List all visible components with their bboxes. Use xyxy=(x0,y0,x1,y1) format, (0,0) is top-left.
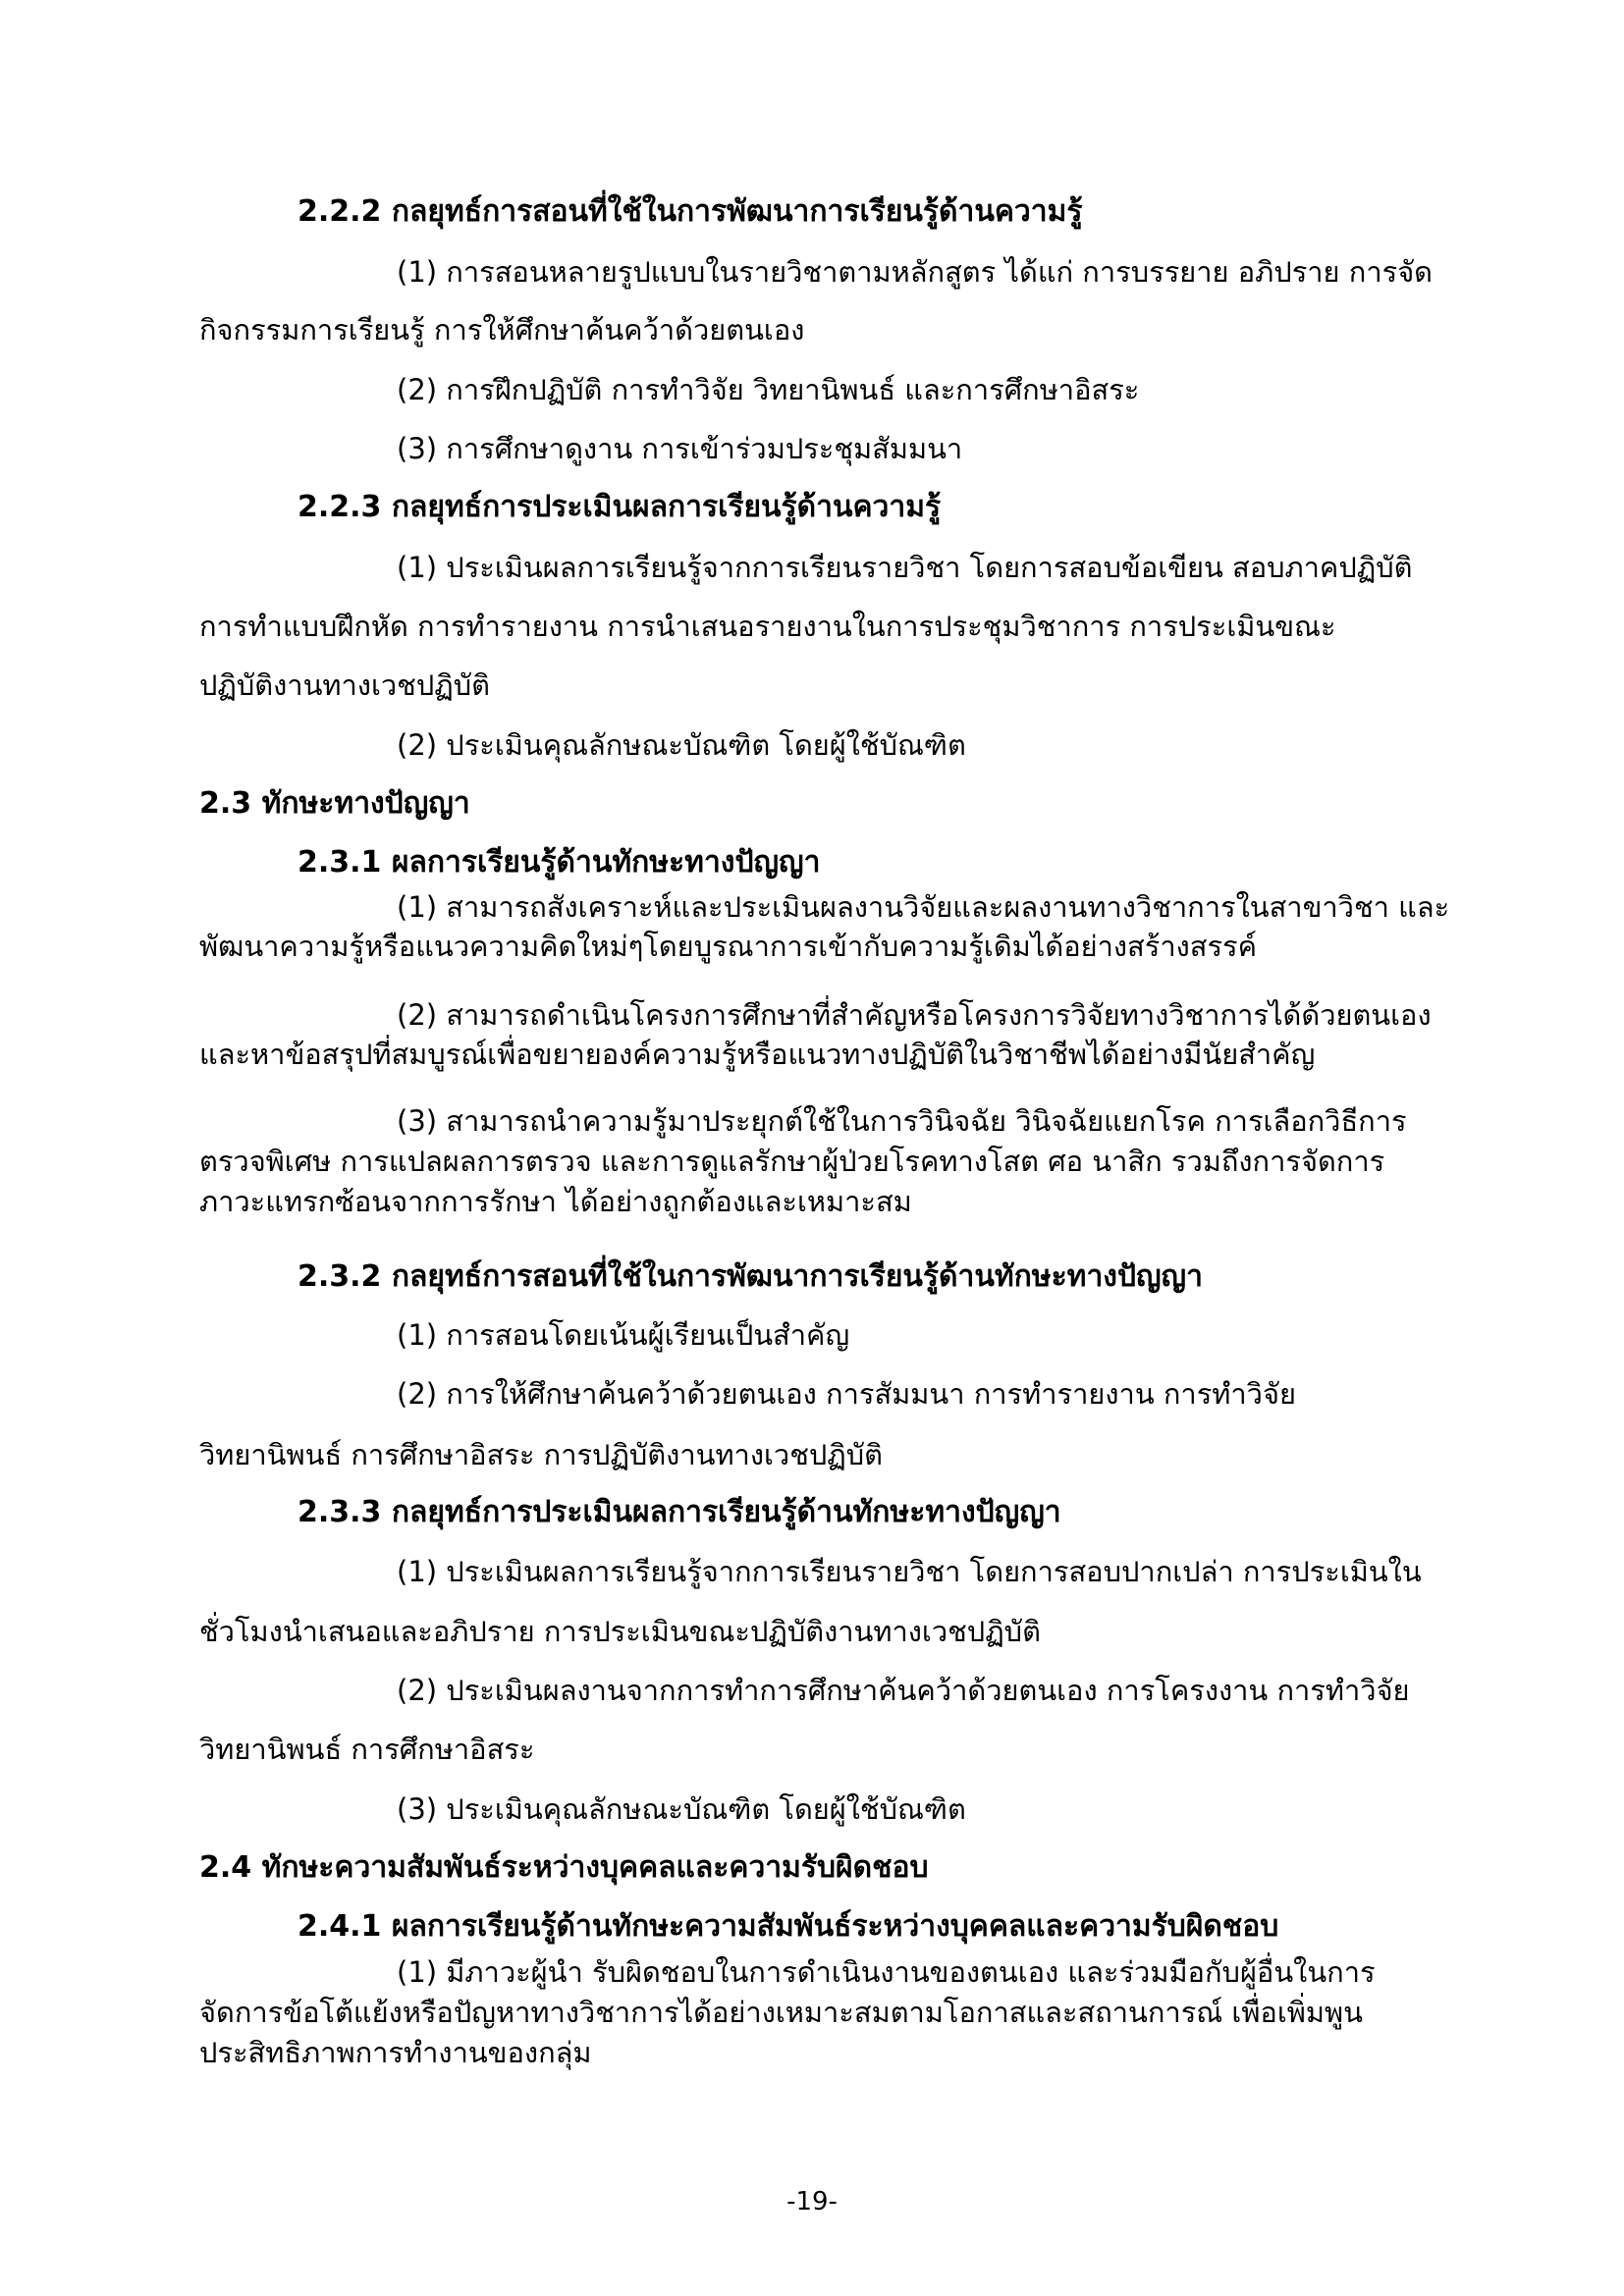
paragraph-line: (3) การศึกษาดูงาน การเข้าร่วมประชุมสัมมนา xyxy=(397,432,963,465)
paragraph-line: (1) มีภาวะผู้นำ รับผิดชอบในการดำเนินงานของตนเอง และร่วมมือกับผู้อื่นในการ xyxy=(397,1955,1376,1989)
paragraph-line: ตรวจพิเศษ การแปลผลการตรวจ และการดูแลรักษาผู้ป่วยโรคทางโสต ศอ นาสิก รวมถึงการจัดการ xyxy=(199,1145,1385,1178)
paragraph-line: (2) ประเมินคุณลักษณะบัณฑิต โดยผู้ใช้บัณฑิต xyxy=(397,728,966,762)
heading-2-2-3: 2.2.3 กลยุทธ์การประเมินผลการเรียนรู้ด้านความรู้ xyxy=(298,490,942,524)
paragraph-line: (1) ประเมินผลการเรียนรู้จากการเรียนรายวิชา โดยการสอบข้อเขียน สอบภาคปฏิบัติ xyxy=(397,551,1413,584)
paragraph-line: (2) ประเมินผลงานจากการทำการศึกษาค้นคว้าด้วยตนเอง การโครงงาน การทำวิจัย xyxy=(397,1674,1410,1707)
heading-2-3-2: 2.3.2 กลยุทธ์การสอนที่ใช้ในการพัฒนาการเรียนรู้ด้านทักษะทางปัญญา xyxy=(298,1259,1203,1294)
paragraph-line: ปฏิบัติงานทางเวชปฏิบัติ xyxy=(199,668,490,702)
paragraph-line: (2) การฝึกปฏิบัติ การทำวิจัย วิทยานิพนธ์ และการศึกษาอิสระ xyxy=(397,373,1140,406)
paragraph-line: (1) ประเมินผลการเรียนรู้จากการเรียนรายวิชา โดยการสอบปากเปล่า การประเมินใน xyxy=(397,1555,1422,1588)
heading-2-4: 2.4 ทักษะความสัมพันธ์ระหว่างบุคคลและความรับผิดชอบ xyxy=(199,1850,929,1885)
paragraph-line: (1) สามารถสังเคราะห์และประเมินผลงานวิจัยและผลงานทางวิชาการในสาขาวิชา และ xyxy=(397,890,1450,924)
paragraph-line: การทำแบบฝึกหัด การทำรายงาน การนำเสนอรายงานในการประชุมวิชาการ การประเมินขณะ xyxy=(199,610,1336,643)
page-number: -19- xyxy=(786,2187,838,2216)
paragraph-line: ชั่วโมงนำเสนอและอภิปราย การประเมินขณะปฏิบัติงานทางเวชปฏิบัติ xyxy=(199,1615,1041,1648)
heading-2-3-3: 2.3.3 กลยุทธ์การประเมินผลการเรียนรู้ด้านทักษะทางปัญญา xyxy=(298,1495,1061,1529)
paragraph-line: ประสิทธิภาพการทำงานของกลุ่ม xyxy=(199,2036,592,2069)
paragraph-line: (3) สามารถนำความรู้มาประยุกต์ใช้ในการวินิจฉัย วินิจฉัยแยกโรค การเลือกวิธีการ xyxy=(397,1104,1407,1138)
paragraph-line: จัดการข้อโต้แย้งหรือปัญหาทางวิชาการได้อย่างเหมาะสมตามโอกาสและสถานการณ์ เพื่อเพิ่มพูน xyxy=(199,1996,1363,2029)
paragraph-line: วิทยานิพนธ์ การศึกษาอิสระ การปฏิบัติงานทางเวชปฏิบัติ xyxy=(199,1438,883,1471)
heading-2-2-2: 2.2.2 กลยุทธ์การสอนที่ใช้ในการพัฒนาการเรียนรู้ด้านความรู้ xyxy=(298,194,1083,229)
paragraph-line: (1) การสอนโดยเน้นผู้เรียนเป็นสำคัญ xyxy=(397,1318,850,1352)
paragraph-line: กิจกรรมการเรียนรู้ การให้ศึกษาค้นคว้าด้วยตนเอง xyxy=(199,313,805,347)
paragraph-line: (2) สามารถดำเนินโครงการศึกษาที่สำคัญหรือโครงการวิจัยทางวิชาการได้ด้วยตนเอง xyxy=(397,998,1432,1032)
heading-2-3: 2.3 ทักษะทางปัญญา xyxy=(199,786,470,821)
paragraph-line: และหาข้อสรุปที่สมบูรณ์เพื่อขยายองค์ความรู้หรือแนวทางปฏิบัติในวิชาชีพได้อย่างมีนัยสำคัญ xyxy=(199,1038,1316,1071)
paragraph-line: ภาวะแทรกซ้อนจากการรักษา ได้อย่างถูกต้องและเหมาะสม xyxy=(199,1185,912,1218)
paragraph-line: (1) การสอนหลายรูปแบบในรายวิชาตามหลักสูตร ได้แก่ การบรรยาย อภิปราย การจัด xyxy=(397,255,1434,289)
paragraph-line: วิทยานิพนธ์ การศึกษาอิสระ xyxy=(199,1733,535,1766)
paragraph-line: (3) ประเมินคุณลักษณะบัณฑิต โดยผู้ใช้บัณฑิต xyxy=(397,1792,966,1826)
paragraph-line: (2) การให้ศึกษาค้นคว้าด้วยตนเอง การสัมมนา การทำรายงาน การทำวิจัย xyxy=(397,1377,1296,1411)
paragraph-line: พัฒนาความรู้หรือแนวความคิดใหม่ๆโดยบูรณาการเข้ากับความรู้เดิมได้อย่างสร้างสรรค์ xyxy=(199,930,1258,963)
heading-2-3-1: 2.3.1 ผลการเรียนรู้ด้านทักษะทางปัญญา xyxy=(298,845,821,880)
heading-2-4-1: 2.4.1 ผลการเรียนรู้ด้านทักษะความสัมพันธ์ระหว่างบุคคลและความรับผิดชอบ xyxy=(298,1909,1279,1944)
